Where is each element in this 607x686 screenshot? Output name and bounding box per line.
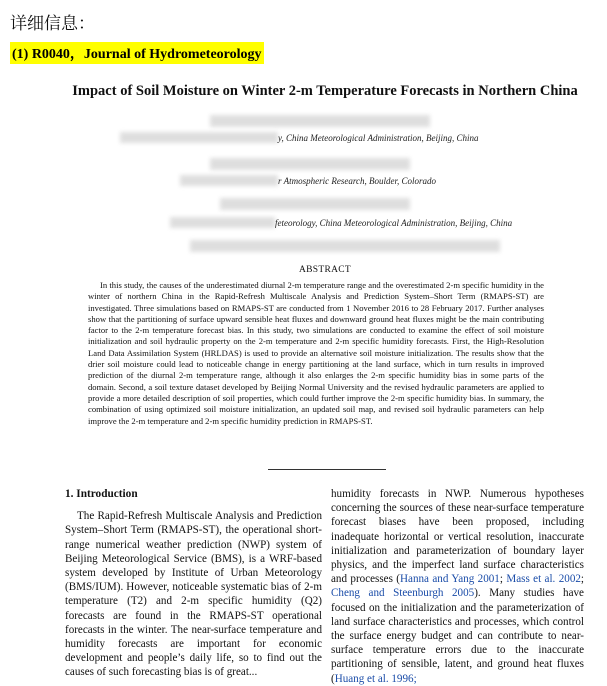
separator: ;: [580, 573, 585, 586]
citation-link[interactable]: Huang et al. 1996;: [334, 672, 417, 685]
citation-link[interactable]: Cheng and Steenburgh 2005: [331, 587, 475, 600]
redacted-affiliation-3: [170, 217, 275, 228]
separator: ;: [499, 573, 507, 586]
right-column: [331, 487, 584, 686]
abstract-heading: ABSTRACT: [298, 265, 352, 275]
abstract-text: In this study, the causes of the underestimated diurnal 2-m temperature range and the overestimated 2-m specific humidity in the winter of northern China in the Rapid-Refresh Multiscale Analysis and Prediction System–Short Term (RMAPS-ST) are investigated. Three simulations based on RMAPS-ST are conducted from 1 November 2016 to 28 February 2017. Further analyses show that the partitioning of surface upward sensible heat fluxes and downward ground heat fluxes might be the main contributing factor to the 2-m temperature forecast bias. In this study, two simulations are conducted to examine the effect of soil moisture initialization and soil hydraulic property on the 2-m temperature and 2-m specific humidity forecasts. First, the High-Resolution Land Data Assimilation System (HRLDAS) is used to provide an alternative soil moisture initialization. The results show that the drier soil moisture could lead to noticeable change in energy partitioning at the land surface, which in turn results in improved prediction of the diurnal 2-m temperature range, although it also enlarges the 2-m specific humidity bias in some parts of the domain. Second, a soil texture dataset developed by Beijing Normal University and the revised hydraulic parameters are applied to provide a more detailed description of soil properties, which could further improve the 2-m specific humidity bias. In summary, the combination of using optimized soil moisture initialization, an updated soil map, and revised soil hydraulic parameters can help improve the 2-m temperature and 2-m specific humidity prediction in RMAPS-ST.: [88, 280, 544, 426]
redacted-affiliation-1: [120, 132, 278, 143]
section-heading: 1. Introduction: [65, 488, 138, 500]
section-divider: [268, 469, 386, 470]
body-text: humidity forecasts in NWP. Numerous hypotheses concerning the sources of these near-surface temperature forecast biases have been proposed, including inadequate horizontal or vertical resolution, inaccurate initialization and parameterization of boundary layer physics, and the imperfect land surface characteristics and processes (: [331, 488, 584, 586]
left-column: [65, 487, 322, 680]
redacted-authors-3: [220, 198, 410, 210]
redacted-affiliation-2: [180, 175, 278, 186]
reference-highlight: (1) R0040，Journal of Hydrometeorology: [10, 42, 264, 64]
body-text: ). Many studies have focused on the initialization and the parameterization of land surface characteristics and processes, which control the surface energy budget and can contribute to near-surface temperature errors due to the inaccurate partitioning of sensible, latent, and ground heat fluxes (: [331, 587, 584, 685]
affiliation-1: y, China Meteorological Administration, Beijing, China: [278, 133, 479, 143]
intro-paragraph-left: The Rapid-Refresh Multiscale Analysis and Prediction System–Short Term (RMAPS-ST), the operational short-range numerical weather prediction (NWP) system of Beijing Meteorological Service (BMS), is a WRF-based system developed by Institute of Urban Meteorology (BMS/IUM). However, noticeable systematic bias of 2-m temperature (T2) and 2-m specific humidity (Q2) forecasts are found in the RMAPS-ST operational forecasts in the winter. The near-surface temperature and humidity forecasts are important for economic development and people’s daily life, so to find out the causes of such forecasting bias is of great...: [65, 510, 322, 679]
redacted-authors-2: [210, 158, 410, 170]
affiliation-3: feteorology, China Meteorological Administration, Beijing, China: [275, 218, 513, 228]
citation-link[interactable]: Mass et al. 2002: [506, 573, 581, 586]
page-title: 详细信息：: [10, 14, 95, 34]
paper-page: [60, 70, 590, 685]
redacted-authors: [210, 115, 430, 127]
paper-title: Impact of Soil Moisture on Winter 2-m Temperature Forecasts in Northern China: [72, 83, 578, 99]
redacted-affiliation-4: [190, 240, 500, 252]
intro-paragraph-right: [331, 487, 584, 686]
citation-link[interactable]: Hanna and Yang 2001: [400, 573, 500, 586]
affiliation-2: r Atmospheric Research, Boulder, Colorado: [278, 176, 436, 186]
